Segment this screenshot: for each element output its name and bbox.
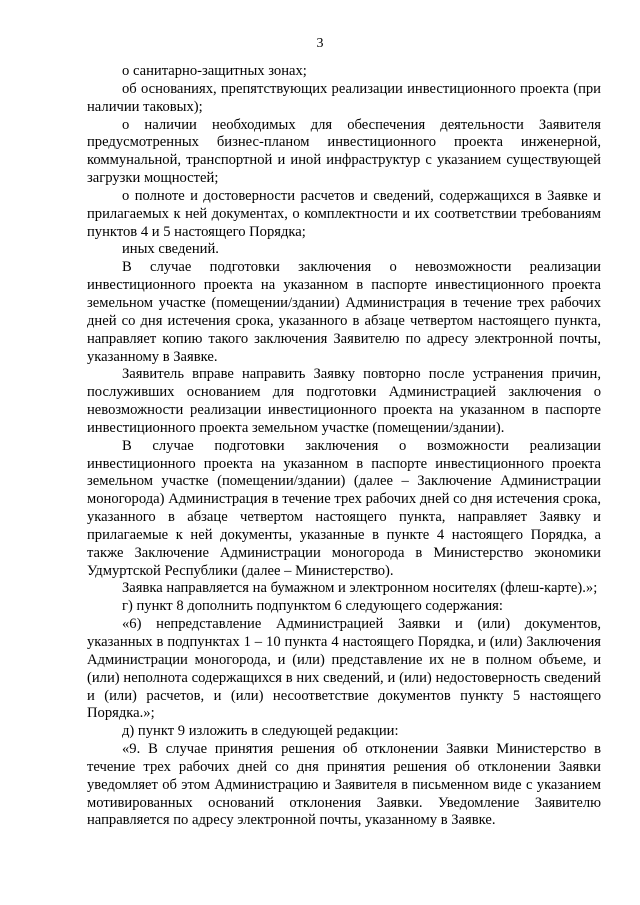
paragraph-other-info: иных сведений. <box>122 241 219 258</box>
paragraph-resubmission: Заявитель вправе направить Заявку повторно после устранения причин, послуживших основанием для подготовки Администрацией заключения о невозможности реализации инвестиционного проекта на указанном в паспорте инвестиционного проекта земельном участке (помещении/здании). <box>87 366 601 436</box>
paragraph-obstacles: об основаниях, препятствующих реализации инвестиционного проекта (при наличии таковых); <box>87 80 601 115</box>
paragraph-infrastructure: о наличии необходимых для обеспечения деятельности Заявителя предусмотренных бизнес-планом инвестиционного проекта инженерной, коммунальной, транспортной и иной инфраструктур с указанием существующей загрузки мощностей; <box>87 116 601 187</box>
paragraph-amendment-d: д) пункт 9 изложить в следующей редакции: <box>122 723 399 740</box>
paragraph-media: Заявка направляется на бумажном и электронном носителях (флеш-карте).»; <box>122 580 598 597</box>
page-number: 3 <box>316 36 324 51</box>
paragraph-subitem-6: «6) непредставление Администрацией Заявки и (или) документов, указанных в подпунктах 1 – 10 пункта 4 настоящего Порядка, и (или) Заключения Администрации моногорода, и (или) представление их не в полном объеме, и (или) неполнота содержащихся в них сведений, и (или) недостоверность сведений и (или) расчетов, и (или) несоответствие документов пункту 5 настоящего Порядка.»; <box>87 616 601 722</box>
paragraph-sanitary-zones: о санитарно-защитных зонах; <box>122 63 307 79</box>
paragraph-item-9: «9. В случае принятия решения об отклонении Заявки Министерство в течение трех рабочих дней со дня принятия решения об отклонении Заявки уведомляет об этом Администрацию и Заявителя в письменном виде с указанием мотивированных оснований отклонения Заявки. Уведомление Заявителю направляется по адресу электронной почты, указанному в Заявке. <box>87 741 601 829</box>
paragraph-impossibility-conclusion: В случае подготовки заключения о невозможности реализации инвестиционного проекта на указанном в паспорте инвестиционного проекта земельном участке (помещении/здании) Администрация в течение трех рабочих дней со дня истечения срока, указанного в абзаце четвертом настоящего пункта, направляет копию такого заключения Заявителю по адресу электронной почты, указанному в Заявке. <box>87 259 601 365</box>
paragraph-completeness: о полноте и достоверности расчетов и сведений, содержащихся в Заявке и прилагаемых к ней документах, о комплектности и их соответствии требованиям пунктов 4 и 5 настоящего Порядка; <box>87 187 601 240</box>
paragraph-possibility-conclusion: В случае подготовки заключения о возможности реализации инвестиционного проекта на указанном в паспорте инвестиционного проекта земельном участке (помещении/здании) (далее – Заключение Администрации моногорода) Администрация в течение трех рабочих дней со дня истечения срока, указанного в абзаце четвертом настоящего пункта, направляет Заявку и прилагаемые к ней документы, указанные в пункте 4 настоящего Порядка, а также Заключение Администрации моногорода в Министерство экономики Удмуртской Республики (далее – Министерство). <box>87 437 601 579</box>
document-body <box>87 63 601 830</box>
paragraph-amendment-g: г) пункт 8 дополнить подпунктом 6 следующего содержания: <box>122 598 503 615</box>
